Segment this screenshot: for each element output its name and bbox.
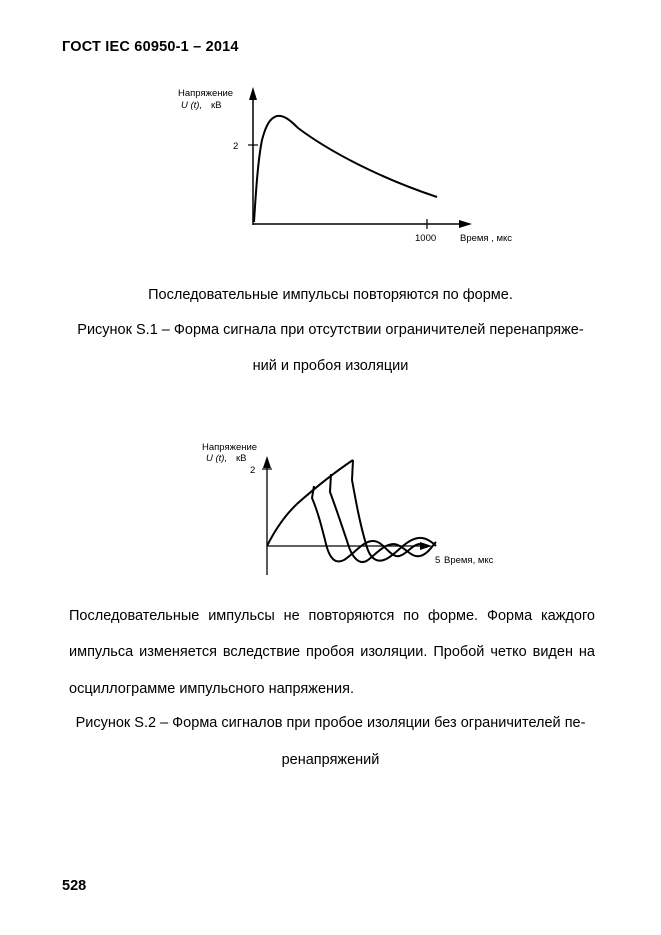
figure-2-text-line1: Последовательные импульсы не повторяются по форме. Форма каждого: [69, 608, 595, 624]
fig1-ylabel-var: U (t),: [181, 100, 203, 111]
fig1-ytick-label: 2: [233, 141, 239, 152]
fig1-voltage-curve: [254, 116, 437, 222]
figure-2-text-line3: осциллограмме импульсного напряжения.: [69, 681, 354, 697]
figure-1-caption-line1: Рисунок S.1 – Форма сигнала при отсутствии ограничителей перенапряже-: [77, 322, 584, 338]
fig2-y-arrow: [263, 456, 271, 468]
figure-2-chart: [0, 420, 661, 585]
document-header: ГОСТ IEC 60950-1 – 2014: [62, 39, 239, 55]
fig1-ylabel-line1: Напряжение: [178, 88, 234, 99]
figure-1-chart: [0, 0, 661, 260]
figure-2-caption-line2: ренапряжений: [281, 752, 380, 768]
figure-2-text-line2: импульса изменяется вследствие пробоя изоляции. Пробой четко виден на: [69, 644, 595, 660]
figure-1-text: Последовательные импульсы повторяются по форме.: [148, 287, 513, 303]
fig1-x-arrow: [459, 220, 472, 228]
fig1-xlabel: Время , мкс: [460, 233, 513, 244]
fig1-xtick-label: 1000: [415, 233, 437, 244]
fig2-ytick-label: 2: [250, 465, 256, 476]
fig2-pulse-1: [312, 486, 420, 561]
page-number: 528: [62, 878, 87, 894]
fig2-xlabel: Время, мкс: [444, 555, 494, 566]
fig1-ylabel-unit: кВ: [211, 100, 222, 111]
fig1-y-arrow: [249, 87, 257, 100]
figure-1-caption-line2: ний и пробоя изоляции: [252, 358, 409, 374]
figure-2-caption-line1: Рисунок S.2 – Форма сигналов при пробое изоляции без ограничителей пе-: [75, 715, 586, 731]
fig2-xtick-label: 5: [435, 555, 441, 566]
fig2-ylabel-unit: кВ: [236, 453, 247, 464]
fig2-ylabel-var: U (t),: [206, 453, 228, 464]
fig2-ylabel-line1: Напряжение: [202, 442, 258, 453]
fig2-rising-curve: [267, 460, 353, 546]
